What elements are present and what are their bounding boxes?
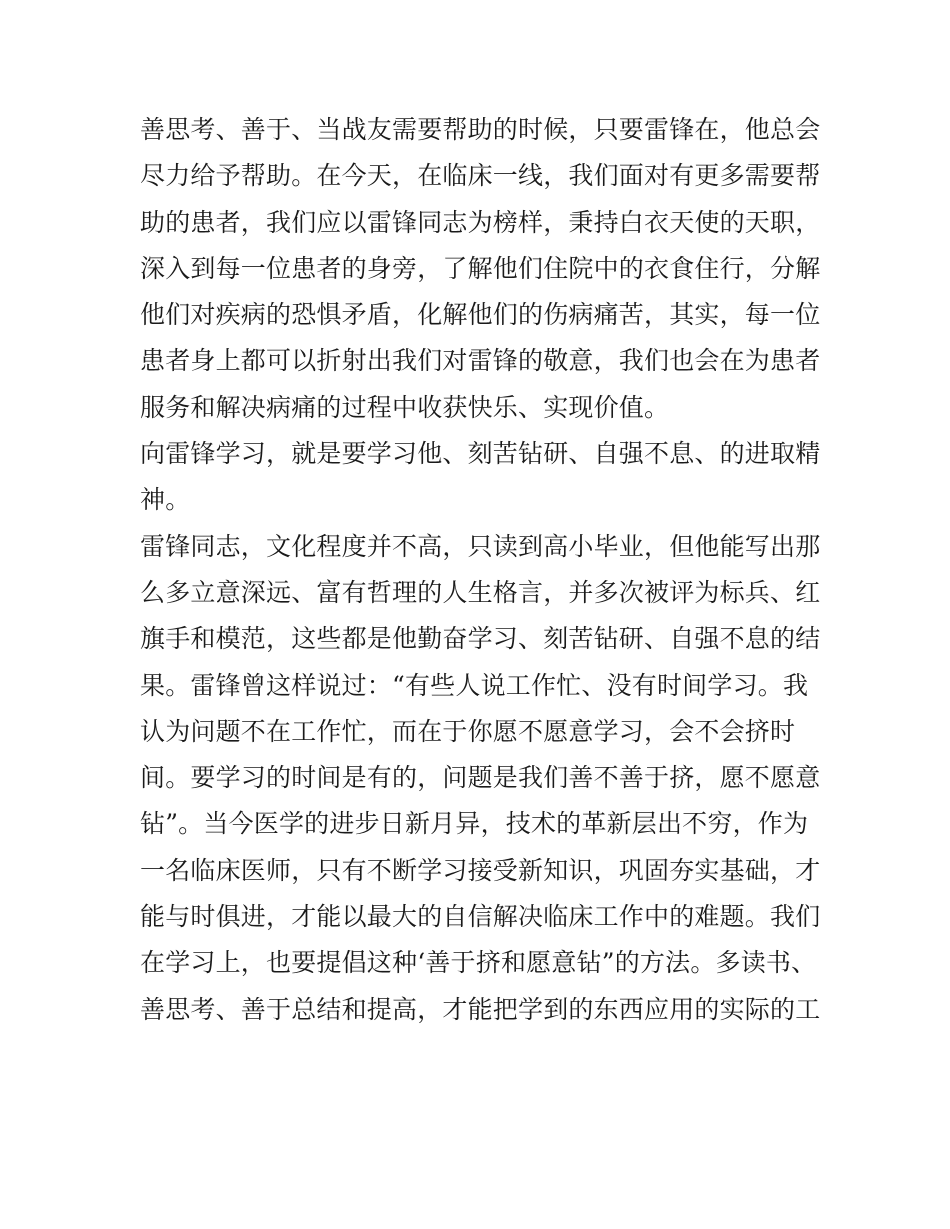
text-line: 旗手和模范，这些都是他勤奋学习、刻苦钻研、自强不息的结 bbox=[140, 624, 821, 654]
text-line: 善思考、善于、当战友需要帮助的时候，只要雷锋在，他总会 bbox=[140, 115, 821, 144]
text-line: 尽力给予帮助。在今天，在临床一线，我们面对有更多需要帮 bbox=[140, 161, 821, 191]
text-line: 深入到每一位患者的身旁，了解他们住院中的衣食住行，分解 bbox=[140, 253, 821, 283]
text-line: 雷锋同志，文化程度并不高，只读到高小毕业，但他能写出那 bbox=[140, 531, 821, 561]
text-line: 么多立意深远、富有哲理的人生格言，并多次被评为标兵、红 bbox=[140, 577, 821, 607]
text-line: 认为问题不在工作忙，而在于你愿不愿意学习，会不会挤时 bbox=[140, 716, 796, 746]
text-line: 向雷锋学习，就是要学习他、刻苦钻研、自强不息、的进取精 bbox=[140, 439, 821, 469]
text-line: 能与时俱进，才能以最大的自信解决临床工作中的难题。我们 bbox=[140, 902, 821, 932]
text-line: 钻”。当今医学的进步日新月异，技术的革新层出不穷，作为 bbox=[140, 809, 809, 839]
body-text bbox=[140, 107, 830, 1033]
text-line: 助的患者，我们应以雷锋同志为榜样，秉持白衣天使的天职， bbox=[140, 207, 821, 237]
text-line: 在学习上，也要提倡这种‘善于挤和愿意钻”的方法。多读书、 bbox=[140, 948, 817, 978]
text-line: 服务和解决病痛的过程中收获快乐、实现价值。 bbox=[140, 392, 670, 422]
text-line: 间。要学习的时间是有的，问题是我们善不善于挤，愿不愿意 bbox=[140, 763, 821, 793]
text-line: 一名临床医师，只有不断学习接受新知识，巩固夯实基础，才 bbox=[140, 855, 821, 885]
text-line: 果。雷锋曾这样说过：“有些人说工作忙、没有时间学习。我 bbox=[140, 670, 809, 700]
text-line: 他们对疾病的恐惧矛盾，化解他们的伤病痛苦，其实，每一位 bbox=[140, 300, 821, 330]
text-line: 患者身上都可以折射出我们对雷锋的敬意，我们也会在为患者 bbox=[140, 346, 821, 376]
text-line: 善思考、善于总结和提高，才能把学到的东西应用的实际的工 bbox=[140, 994, 821, 1024]
text-line: 神。 bbox=[140, 485, 191, 515]
